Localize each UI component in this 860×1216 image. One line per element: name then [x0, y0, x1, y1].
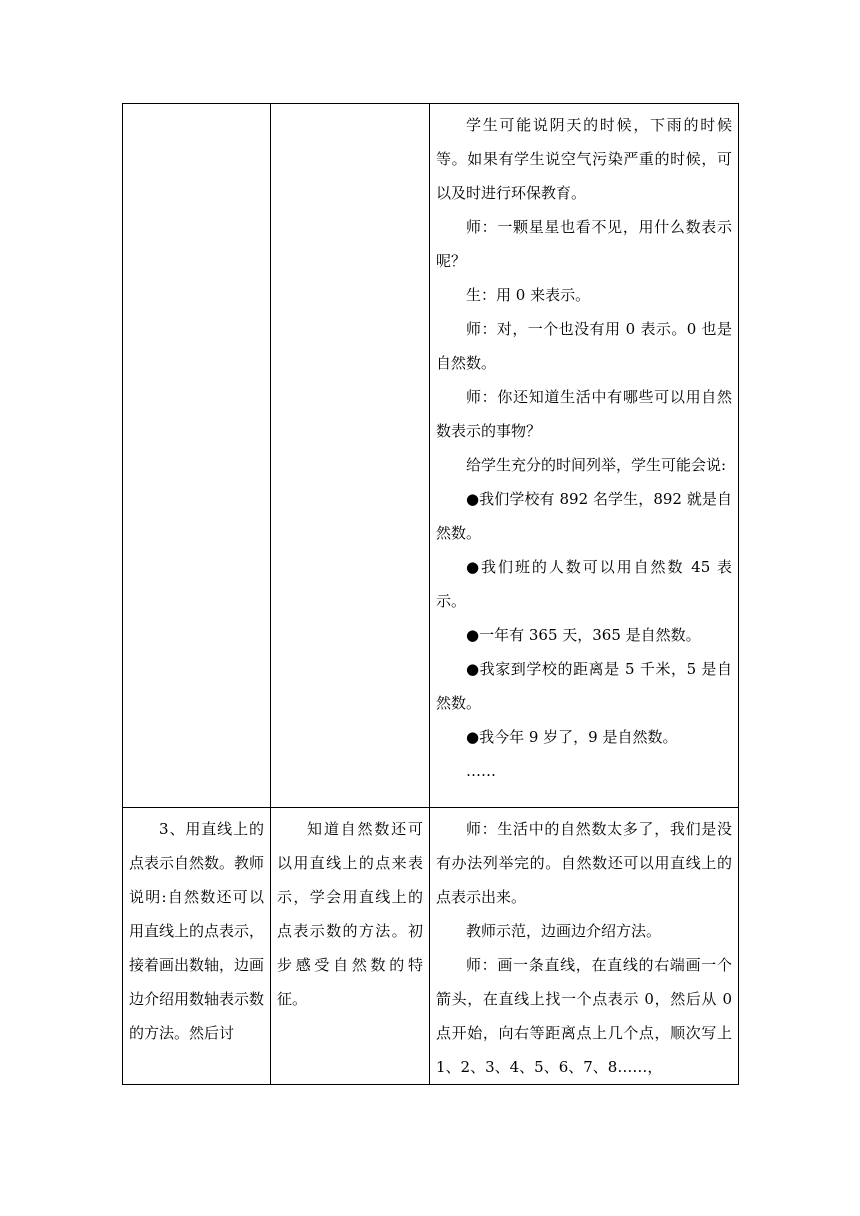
goal-cell	[271, 104, 430, 808]
paragraph: 师：对，一个也没有用 0 表示。0 也是自然数。	[436, 320, 732, 372]
activity-cell	[123, 808, 271, 1085]
paragraph: 教师示范，边画边介绍方法。	[466, 922, 662, 940]
paragraph: 师：画一条直线，在直线的右端画一个箭头，在直线上找一个点表示 0，然后从 0 点开始，向右等距离点上几个点，顺次写上 1、2、3、4、5、6、7、8……，	[436, 956, 732, 1076]
activity-text: 3、用直线上的点表示自然数。教师说明:自然数还可以用直线上的点表示，接着画出数轴，边画边介绍用数轴表示数的方法。然后讨	[129, 820, 265, 1042]
paragraph: 师：你还知道生活中有哪些可以用自然数表示的事物？	[436, 388, 732, 440]
process-cell	[430, 104, 739, 808]
goal-text: 知道自然数还可以用直线上的点来表示，学会用直线上的点表示数的方法。初步感受自然数的特征。	[277, 820, 423, 1008]
activity-cell	[123, 104, 271, 808]
paragraph: 给学生充分的时间列举，学生可能会说:	[466, 456, 727, 474]
process-cell	[430, 808, 739, 1085]
goal-cell	[271, 808, 430, 1085]
table-row	[123, 808, 739, 1085]
bullet-item: ●我们班的人数可以用自然数 45 表示。	[436, 558, 732, 610]
paragraph: 师：生活中的自然数太多了，我们是没有办法列举完的。自然数还可以用直线上的点表示出来。	[436, 820, 732, 906]
table-row	[123, 104, 739, 808]
paragraph: 师：一颗星星也看不见，用什么数表示呢？	[436, 218, 732, 270]
bullet-item: ●我家到学校的距离是 5 千米，5 是自然数。	[436, 660, 732, 712]
bullet-item: ●我们学校有 892 名学生，892 就是自然数。	[436, 490, 732, 542]
bullet-item: ●我今年 9 岁了，9 是自然数。	[466, 728, 678, 746]
lesson-plan-table	[122, 103, 739, 1085]
paragraph: 学生可能说阴天的时候，下雨的时候等。如果有学生说空气污染严重的时候，可以及时进行环保教育。	[436, 116, 732, 202]
ellipsis: ……	[466, 762, 496, 780]
paragraph: 生：用 0 来表示。	[466, 286, 591, 304]
bullet-item: ●一年有 365 天，365 是自然数。	[466, 626, 701, 644]
